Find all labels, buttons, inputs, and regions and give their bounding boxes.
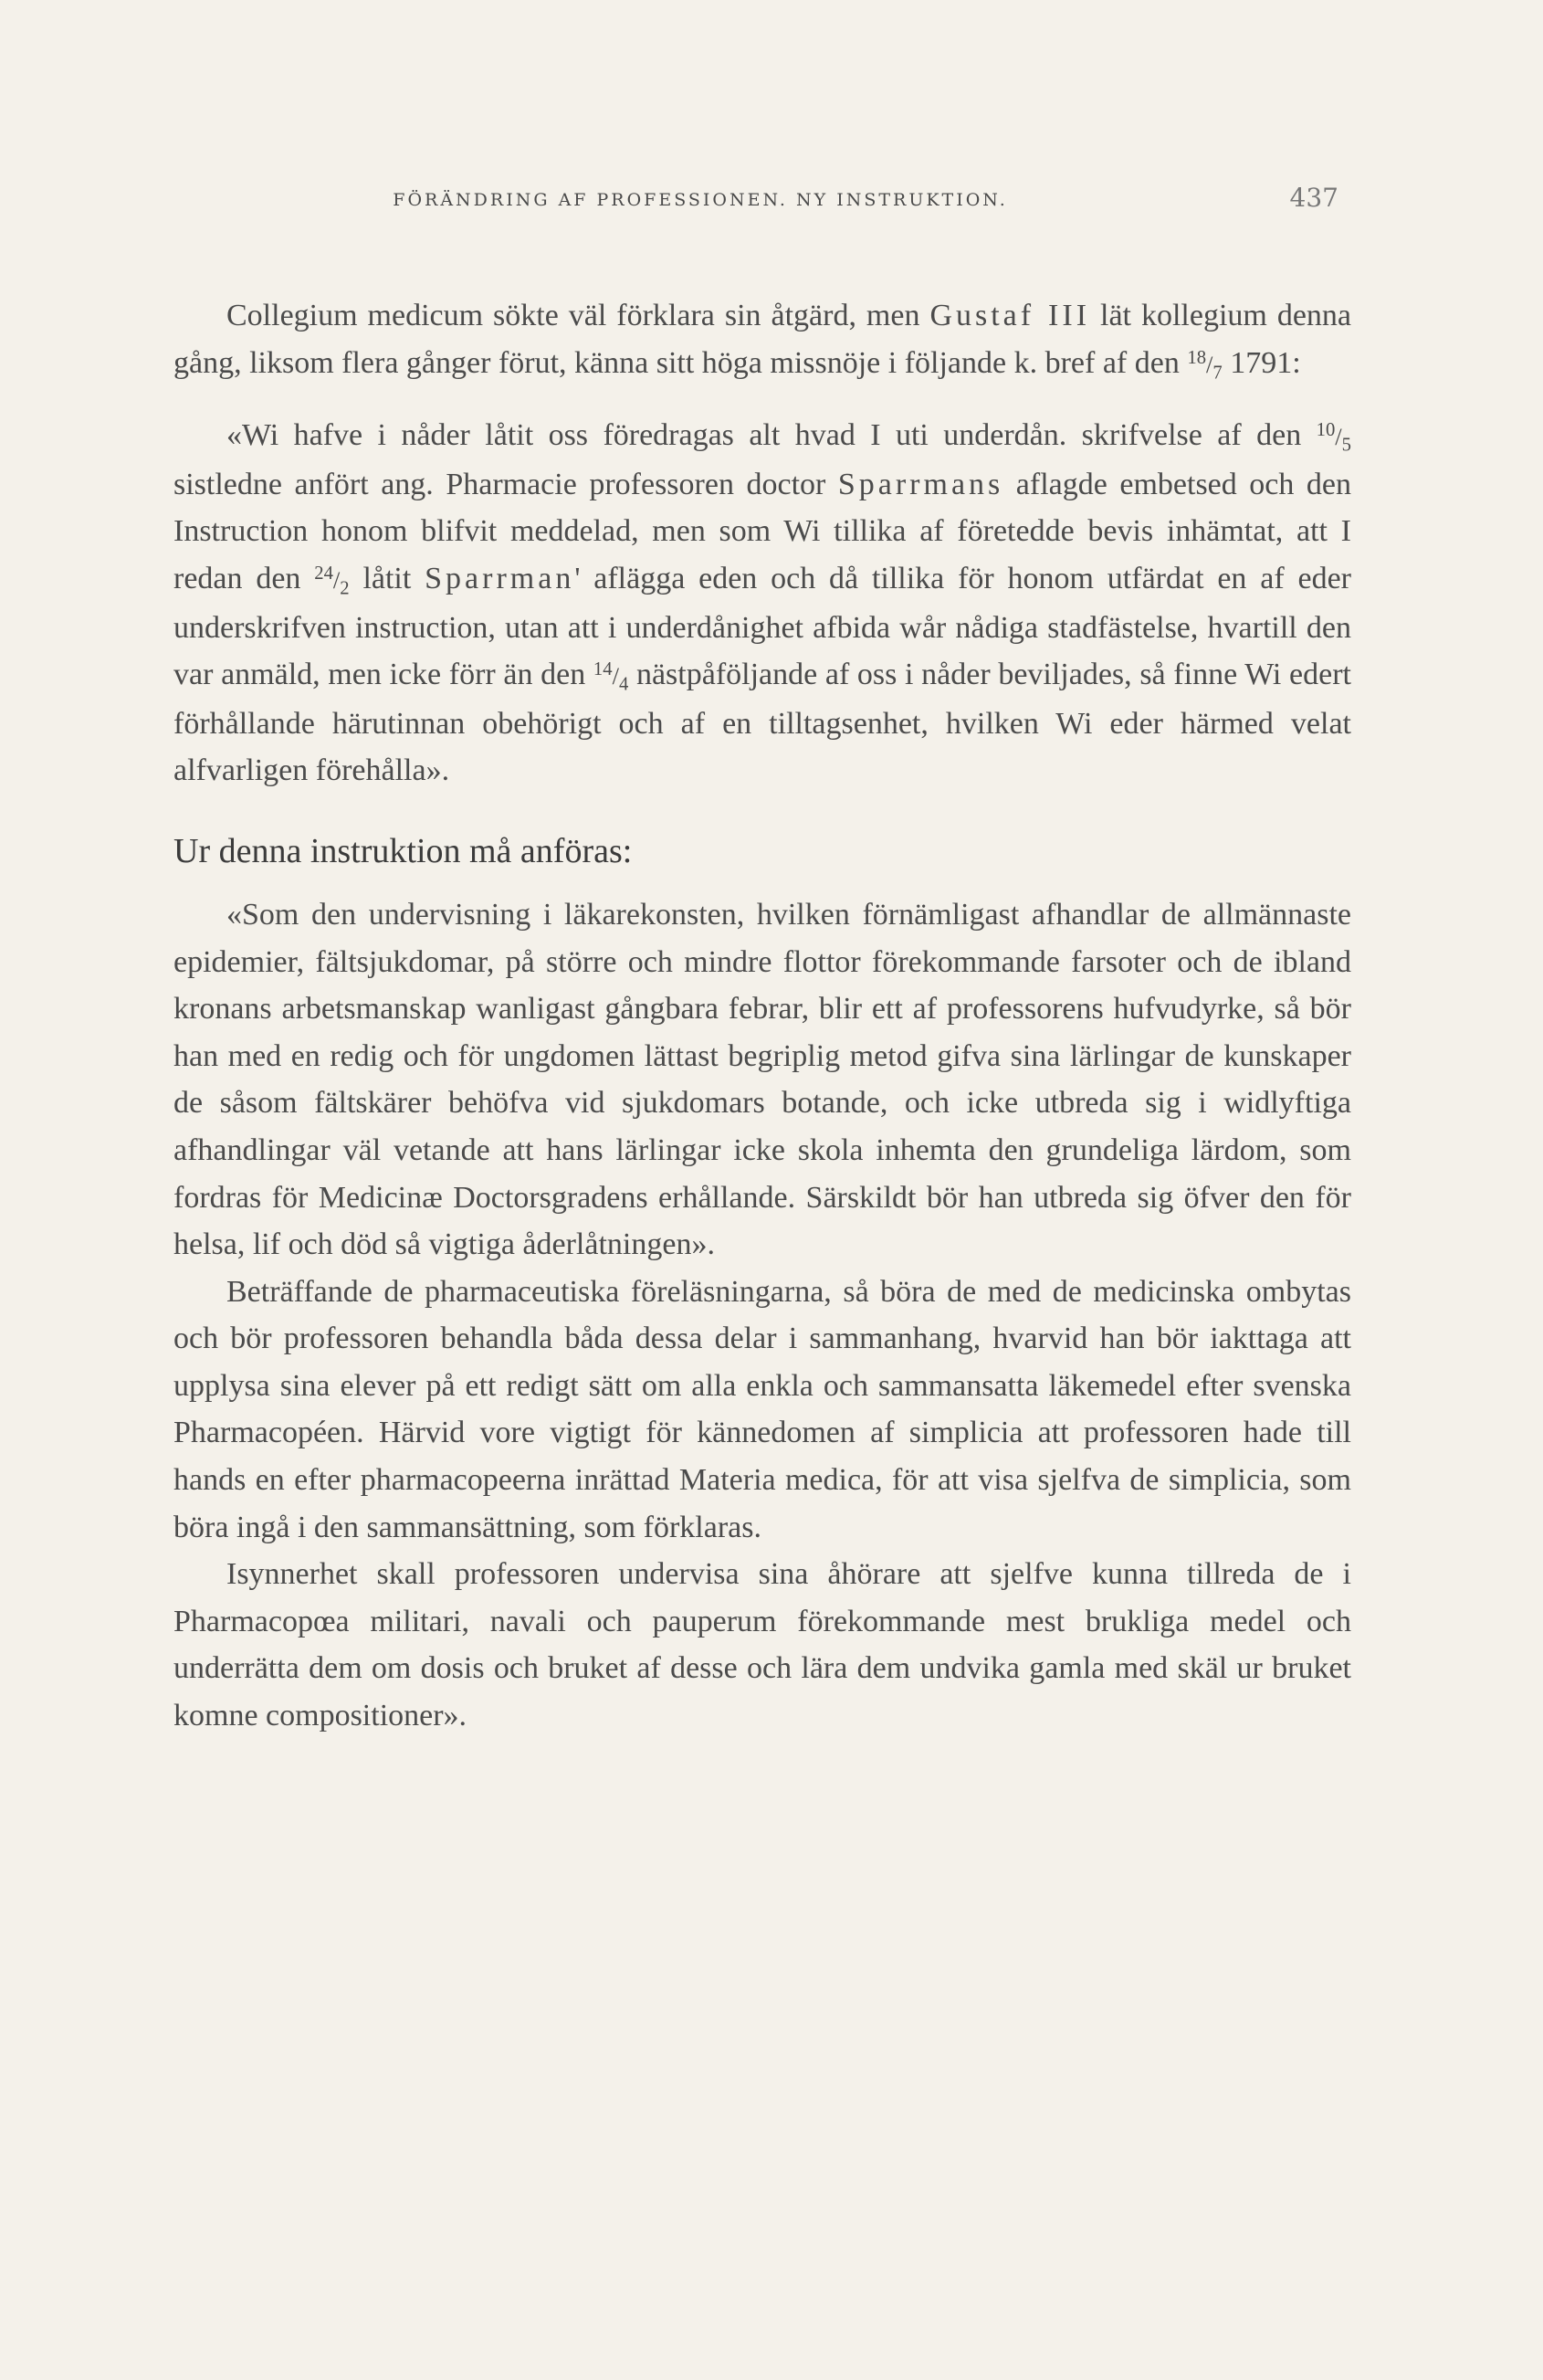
date-fraction: $^{10}/_5$ bbox=[1316, 420, 1351, 456]
date-month: 5 bbox=[1341, 435, 1351, 456]
paragraph-text: sistledne anfört ang. Pharmacie professoren doctor bbox=[173, 467, 838, 501]
paragraph-text: nästpåföljande af oss i nåder beviljades, så finne Wi edert förhållande härutinnan obehörigt och af en tilltagsenhet, hvilken Wi eder härmed velat alfvarligen förehålla». bbox=[173, 658, 1351, 788]
paragraph-text: ' aflägga eden och då tillika för honom utfärdat en af eder underskrifven instruction, utan att i underdånighet afbida wår nådiga stadfästelse, hvartill den var anmäld, men icke förr än den bbox=[173, 561, 1351, 692]
king-name: Gustaf III bbox=[929, 299, 1091, 332]
person-name: Sparrmans bbox=[837, 467, 1004, 501]
page-number: 437 bbox=[1289, 183, 1338, 213]
date-fraction: $^{18}/_7$ bbox=[1187, 347, 1223, 383]
date-day: 24 bbox=[314, 563, 333, 584]
date-fraction: $^{24}/_2$ bbox=[314, 563, 350, 599]
person-name: Sparrman bbox=[425, 561, 575, 595]
date-day: 10 bbox=[1316, 420, 1336, 441]
date-day: 14 bbox=[593, 659, 613, 680]
body-text bbox=[173, 292, 1351, 1740]
paragraph-text: «Wi hafve i nåder låtit oss föredragas alt hvad I uti underdån. skrifvelse af den bbox=[226, 418, 1317, 453]
paragraph-preparation: Isynnerhet skall professoren undervisa sina åhörare att sjelfve kunna tillreda de i Pharmacopœa militari, navali och pauperum förekommande mest brukliga medel och underrätta dem om dosis och bruket af desse och lära dem undvika gamla med skäl ur bruket komne compositioner». bbox=[173, 1557, 1351, 1733]
paragraph-text: 1791: bbox=[1222, 345, 1301, 380]
date-month: 4 bbox=[618, 674, 629, 695]
running-title: FÖRÄNDRING AF PROFESSIONEN. NY INSTRUKTION. bbox=[393, 190, 1008, 210]
paragraph-collegium bbox=[173, 292, 1351, 388]
date-fraction: $^{14}/_4$ bbox=[593, 659, 629, 695]
paragraph-text: aflagde embetsed och den Instruction honom blifvit meddelad, men som Wi tillika af företedde bevis inhämtat, att I redan den bbox=[173, 467, 1351, 595]
paragraph-royal-letter bbox=[173, 412, 1351, 795]
date-month: 7 bbox=[1212, 362, 1223, 383]
date-day: 18 bbox=[1187, 347, 1207, 368]
paragraph-text: lät kollegium denna gång, liksom flera gånger förut, känna sitt höga missnöje i följande k. bref af den bbox=[173, 299, 1351, 380]
date-month: 2 bbox=[340, 578, 350, 599]
paragraph-text: låtit bbox=[349, 561, 425, 595]
paragraph-pharmaceutical-lectures: Beträffande de pharmaceutiska föreläsningarna, så böra de med de medicinska ombytas och bör professoren behandla båda dessa delar i sammanhang, hvarvid han bör iakttaga att upplysa sina elever på ett redigt sätt om alla enkla och sammansatta läkemedel efter svenska Pharmacopéen. Härvid vore vigtigt för kännedomen af simplicia att professoren hade till hands en efter pharmacopeerna inrättad Materia medica, för att visa sjelfva de simplicia, som böra ingå i den sammansättning, som förklaras. bbox=[173, 1274, 1351, 1544]
paragraph-instruction-quote: «Som den undervisning i läkarekonsten, hvilken förnämligast afhandlar de allmännaste epidemier, fältsjukdomar, på större och mindre flottor förekommande farsoter och de ibland kronans arbetsmanskap wanligast gångbara febrar, blir ett af professorens hufvudyrke, så bör han med en redig och för ungdomen lättast begriplig metod gifva sina lärlingar de kunskaper de såsom fältskärer behöfva vid sjukdomars botande, och icke utbreda sig i widlyftiga afhandlingar väl vetande att hans lärlingar icke skola inhemta den grundeliga lärdom, som fordras för Medicinæ Doctorsgradens erhållande. Särskildt bör han utbreda sig öfver den för helsa, lif och död så vigtiga åderlåtningen». bbox=[173, 897, 1351, 1262]
running-head bbox=[199, 183, 1338, 219]
section-subheading: Ur denna instruktion må anföras: bbox=[173, 831, 633, 870]
paragraph-text: Collegium medicum sökte väl förklara sin åtgärd, men bbox=[226, 299, 930, 332]
